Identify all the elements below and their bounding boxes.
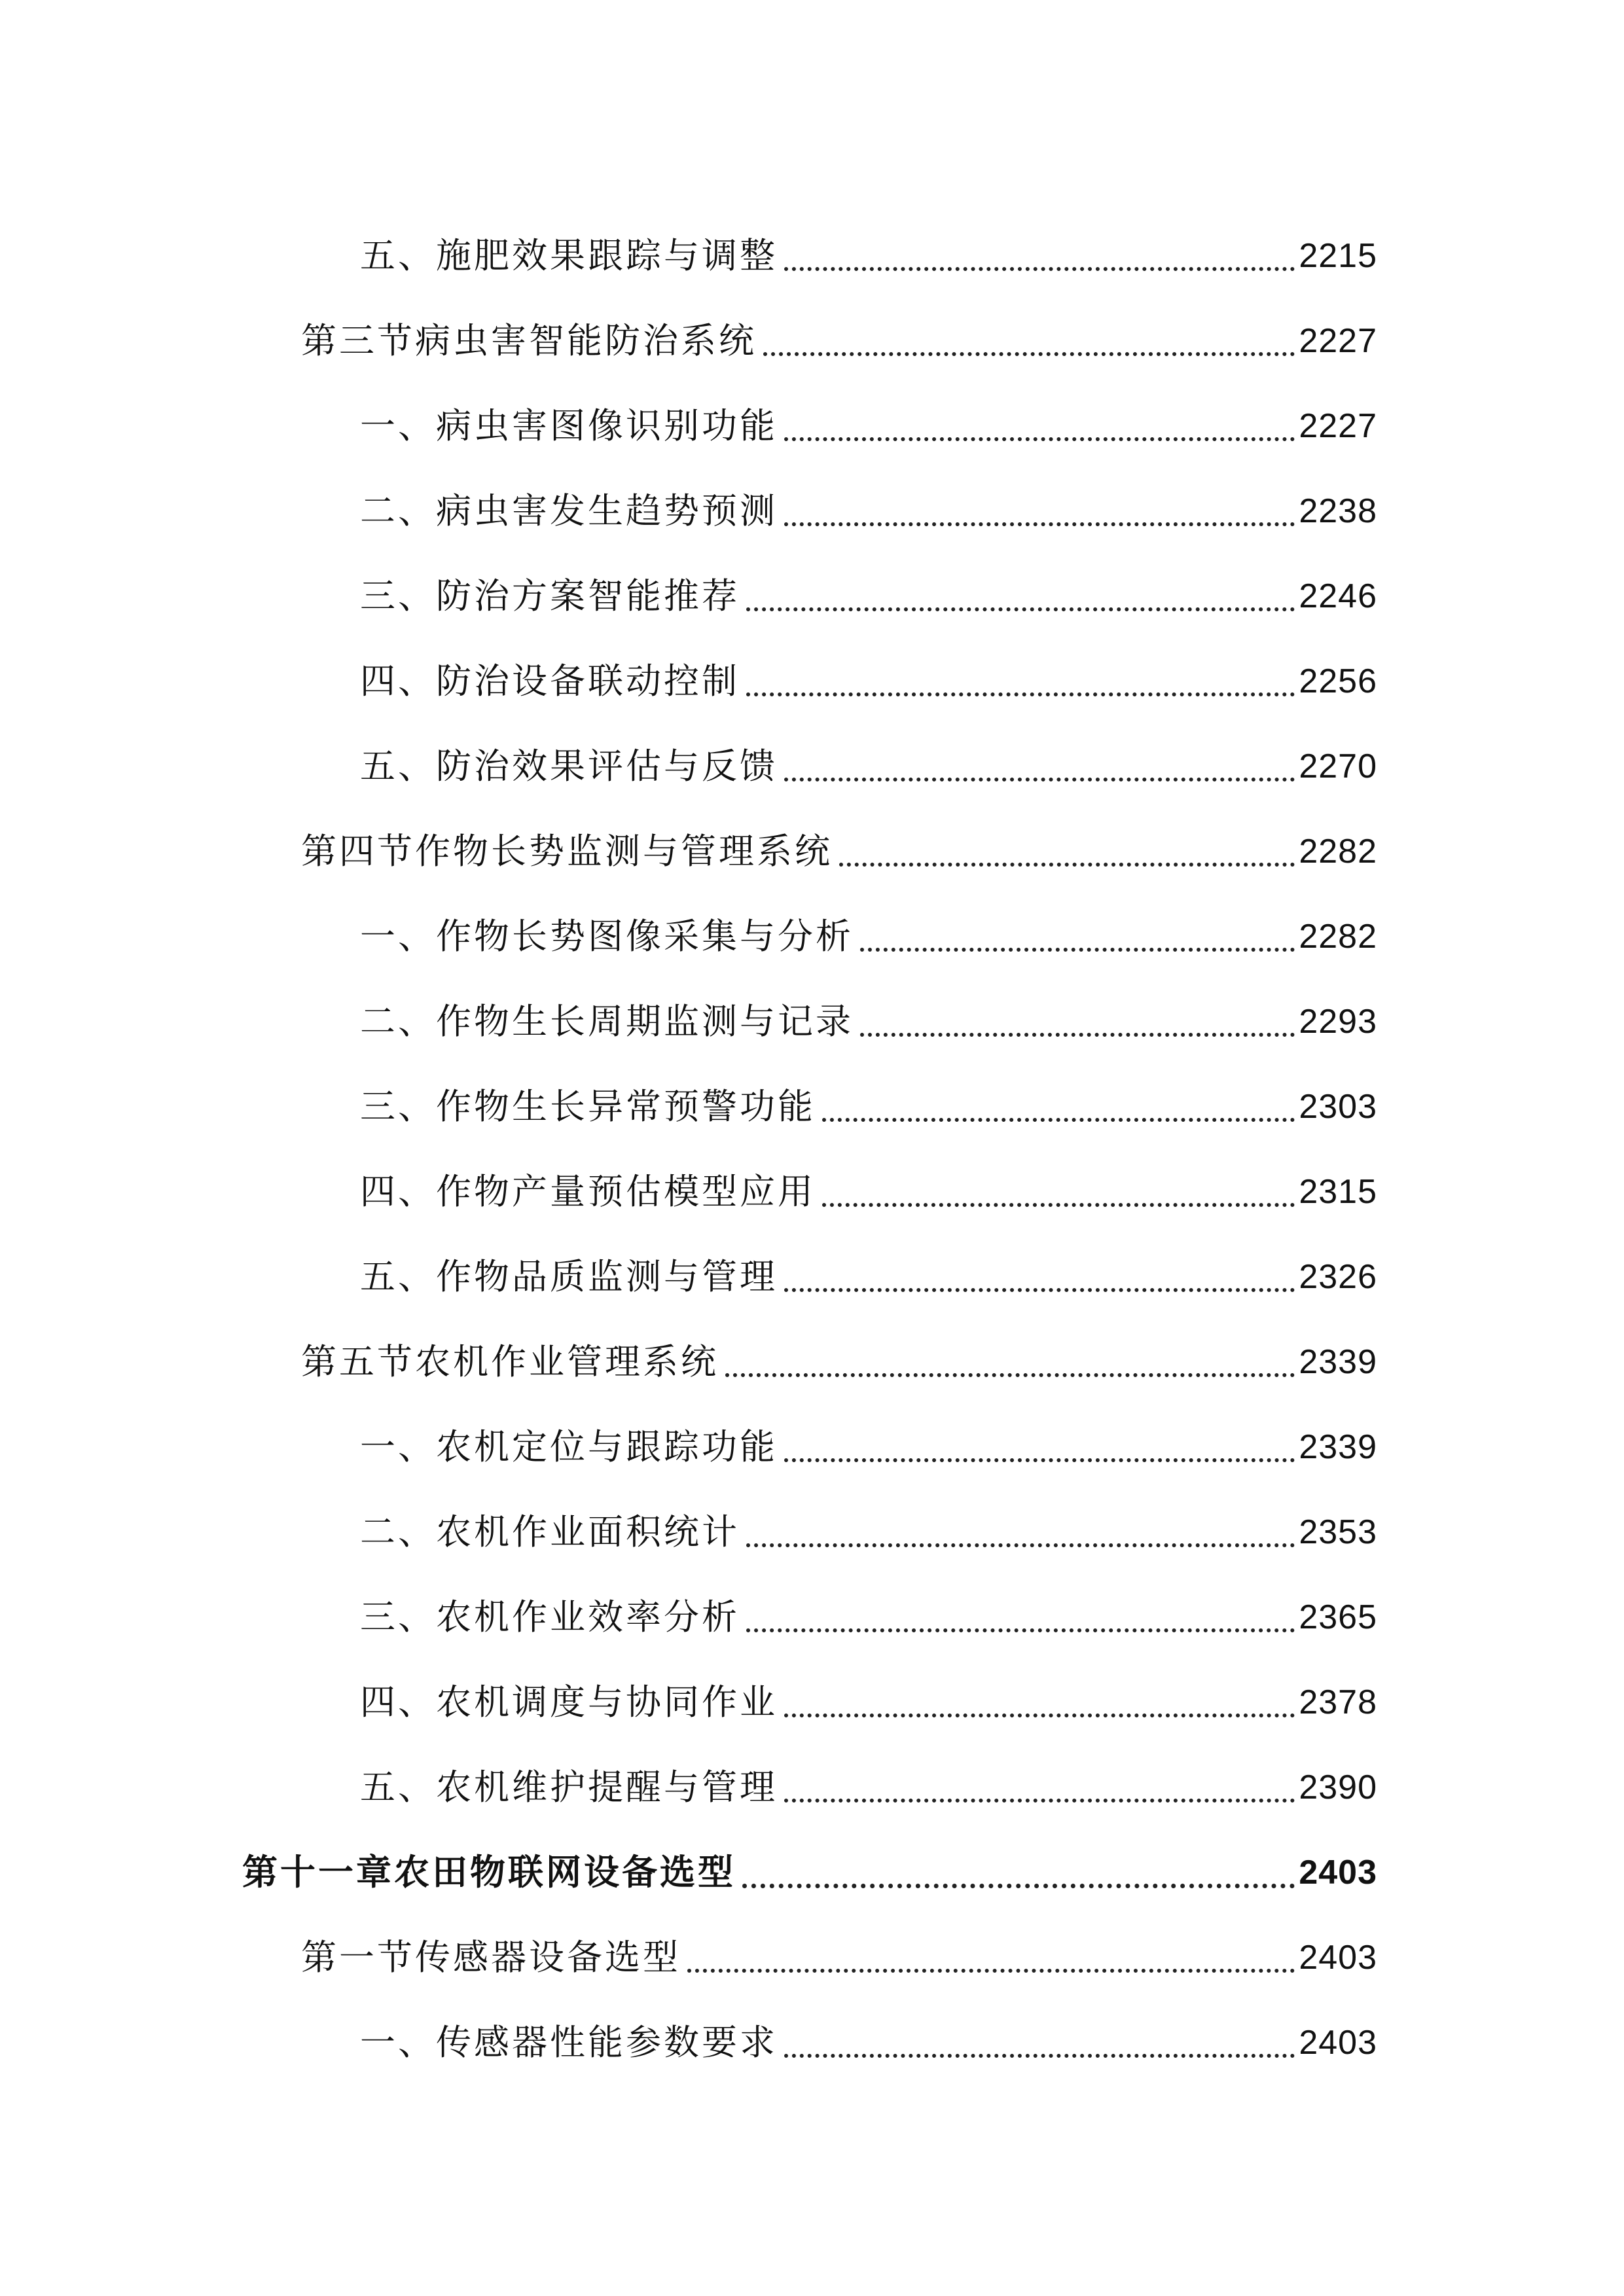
toc-dot-leader — [860, 1033, 1295, 1037]
toc-entry-page-number: 2390 — [1299, 1768, 1377, 1806]
toc-entry-title: 四、防治设备联动控制 — [360, 660, 740, 702]
toc-entry-title: 四、作物产量预估模型应用 — [360, 1171, 816, 1212]
toc-entry-title: 第十一章农田物联网设备选型 — [242, 1852, 736, 1893]
toc-subsection-entry[interactable] — [0, 639, 1624, 724]
toc-entry-page-number: 2227 — [1299, 322, 1377, 360]
toc-entry-title: 五、作物品质监测与管理 — [360, 1256, 778, 1297]
toc-entry-page-number: 2403 — [1299, 2024, 1377, 2062]
toc-subsection-entry[interactable] — [0, 213, 1624, 298]
toc-entry-page-number: 2403 — [1299, 1939, 1377, 1977]
toc-entry-title: 一、传感器性能参数要求 — [360, 2022, 778, 2063]
toc-entry-page-number: 2282 — [1299, 833, 1377, 870]
toc-subsection-entry[interactable] — [0, 2000, 1624, 2085]
toc-dot-leader — [784, 1799, 1295, 1803]
toc-subsection-entry[interactable] — [0, 384, 1624, 469]
table-of-contents — [0, 213, 1624, 2085]
toc-subsection-entry[interactable] — [0, 1575, 1624, 1660]
toc-entry-page-number: 2403 — [1299, 1854, 1377, 1892]
toc-entry-page-number: 2353 — [1299, 1513, 1377, 1551]
toc-subsection-entry[interactable] — [0, 1745, 1624, 1830]
toc-section-entry[interactable] — [0, 809, 1624, 894]
toc-entry-title: 二、病虫害发生趋势预测 — [360, 490, 778, 531]
toc-dot-leader — [822, 1203, 1295, 1207]
toc-dot-leader — [822, 1118, 1295, 1122]
toc-entry-title: 二、作物生长周期监测与记录 — [360, 1001, 854, 1042]
toc-dot-leader — [784, 778, 1295, 781]
toc-dot-leader — [784, 1713, 1295, 1717]
toc-dot-leader — [746, 1543, 1295, 1547]
toc-entry-title: 第一节传感器设备选型 — [301, 1937, 681, 1978]
toc-entry-page-number: 2227 — [1299, 407, 1377, 445]
toc-entry-page-number: 2378 — [1299, 1683, 1377, 1721]
toc-entry-title: 五、农机维护提醒与管理 — [360, 1767, 778, 1808]
toc-entry-title: 三、农机作业效率分析 — [360, 1596, 740, 1638]
toc-dot-leader — [784, 437, 1295, 441]
toc-entry-title: 二、农机作业面积统计 — [360, 1511, 740, 1552]
toc-entry-title: 五、防治效果评估与反馈 — [360, 745, 778, 787]
toc-subsection-entry[interactable] — [0, 1234, 1624, 1319]
toc-dot-leader — [784, 522, 1295, 526]
toc-dot-leader — [784, 1288, 1295, 1292]
toc-entry-title: 四、农机调度与协同作业 — [360, 1681, 778, 1723]
toc-dot-leader — [746, 607, 1295, 611]
toc-subsection-entry[interactable] — [0, 469, 1624, 554]
toc-subsection-entry[interactable] — [0, 1660, 1624, 1745]
toc-subsection-entry[interactable] — [0, 894, 1624, 979]
toc-dot-leader — [742, 1884, 1295, 1888]
toc-dot-leader — [725, 1373, 1295, 1377]
toc-entry-title: 第三节病虫害智能防治系统 — [301, 320, 757, 361]
toc-entry-page-number: 2246 — [1299, 577, 1377, 615]
toc-dot-leader — [746, 692, 1295, 696]
toc-entry-title: 一、作物长势图像采集与分析 — [360, 916, 854, 957]
toc-entry-title: 一、病虫害图像识别功能 — [360, 405, 778, 446]
toc-entry-page-number: 2238 — [1299, 492, 1377, 530]
toc-section-entry[interactable] — [0, 1319, 1624, 1405]
toc-dot-leader — [746, 1628, 1295, 1632]
toc-entry-page-number: 2215 — [1299, 237, 1377, 275]
toc-subsection-entry[interactable] — [0, 724, 1624, 809]
toc-entry-page-number: 2339 — [1299, 1343, 1377, 1381]
toc-chapter-entry[interactable] — [0, 1830, 1624, 1915]
toc-entry-page-number: 2270 — [1299, 747, 1377, 785]
toc-dot-leader — [687, 1969, 1295, 1973]
toc-list — [0, 213, 1624, 2085]
toc-dot-leader — [784, 267, 1295, 271]
toc-entry-page-number: 2303 — [1299, 1088, 1377, 1126]
toc-dot-leader — [784, 2054, 1295, 2058]
toc-entry-page-number: 2282 — [1299, 918, 1377, 956]
toc-entry-page-number: 2256 — [1299, 662, 1377, 700]
toc-entry-page-number: 2315 — [1299, 1173, 1377, 1211]
toc-subsection-entry[interactable] — [0, 1149, 1624, 1234]
toc-subsection-entry[interactable] — [0, 979, 1624, 1064]
toc-entry-page-number: 2293 — [1299, 1003, 1377, 1041]
toc-entry-title: 五、施肥效果跟踪与调整 — [360, 235, 778, 276]
toc-entry-title: 第五节农机作业管理系统 — [301, 1341, 719, 1382]
toc-dot-leader — [860, 948, 1295, 952]
toc-dot-leader — [839, 863, 1295, 867]
toc-subsection-entry[interactable] — [0, 554, 1624, 639]
toc-subsection-entry[interactable] — [0, 1405, 1624, 1490]
toc-subsection-entry[interactable] — [0, 1064, 1624, 1149]
toc-section-entry[interactable] — [0, 1915, 1624, 2000]
toc-entry-title: 三、作物生长异常预警功能 — [360, 1086, 816, 1127]
toc-dot-leader — [763, 352, 1295, 356]
toc-entry-title: 第四节作物长势监测与管理系统 — [301, 831, 833, 872]
toc-dot-leader — [784, 1458, 1295, 1462]
toc-entry-title: 三、防治方案智能推荐 — [360, 575, 740, 617]
toc-entry-page-number: 2365 — [1299, 1598, 1377, 1636]
toc-entry-title: 一、农机定位与跟踪功能 — [360, 1426, 778, 1467]
toc-entry-page-number: 2339 — [1299, 1428, 1377, 1466]
toc-subsection-entry[interactable] — [0, 1490, 1624, 1575]
toc-entry-page-number: 2326 — [1299, 1258, 1377, 1296]
toc-section-entry[interactable] — [0, 298, 1624, 384]
